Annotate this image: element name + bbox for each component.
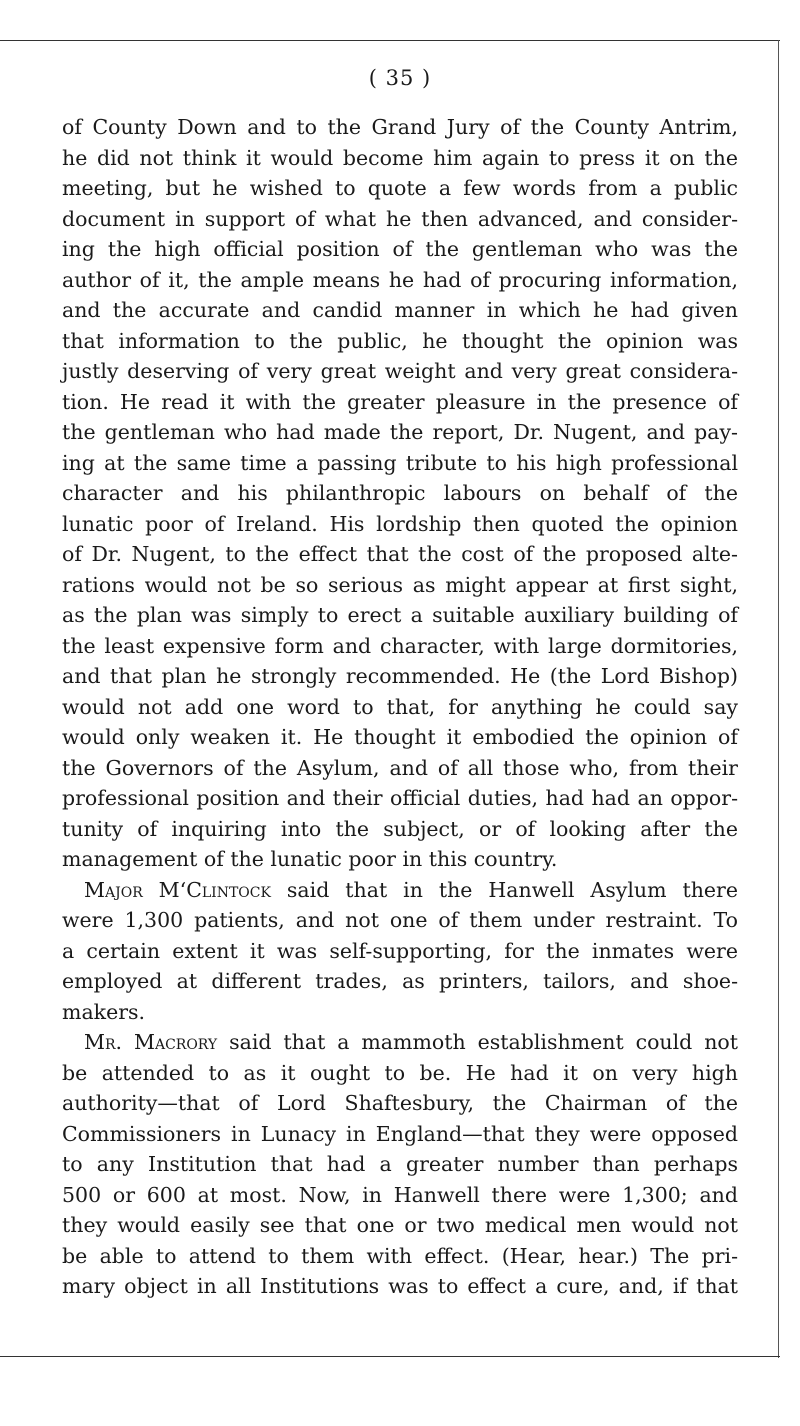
speaker-name: Mr. Macrory — [84, 1030, 218, 1054]
text-line: Commissioners in Lunacy in England—that they were opposed — [62, 1121, 738, 1146]
speaker-name: Major M‘Clintock — [84, 877, 271, 902]
text-line: they would easily see that one or two medical men would not — [62, 1213, 738, 1237]
page-top-rule — [0, 40, 780, 41]
line-rest: said that in the Hanwell Asylum there — [270, 877, 738, 902]
text-line: rations would not be so serious as might appear at first sight, — [62, 572, 738, 597]
text-line: justly deserving of very great weight and very great considera- — [62, 359, 738, 383]
text-line: management of the lunatic poor in this country. — [62, 847, 558, 871]
text-line: ing the high official position of the gentleman who was the — [62, 237, 738, 261]
text-line: to any Institution that had a greater number than perhaps — [62, 1152, 738, 1176]
text-line: would not add one word to that, for anything he could say — [62, 694, 738, 719]
paragraph-first-line — [62, 875, 738, 906]
text-line: would only weaken it. He thought it embodied the opinion of — [62, 725, 738, 749]
text-line: meeting, but he wished to quote a few words from a public — [62, 176, 738, 200]
text-line: and the accurate and candid manner in which he had given — [62, 298, 738, 322]
text-line: professional position and their official duties, had had an oppor- — [62, 786, 738, 810]
text-line: 500 or 600 at most. Now, in Hanwell there were 1,300; and — [62, 1182, 738, 1207]
text-line: were 1,300 patients, and not one of them under restraint. To — [62, 908, 738, 932]
text-line: of Dr. Nugent, to the effect that the cost of the proposed alte- — [62, 542, 738, 566]
text-line: he did not think it would become him again to press it on the — [62, 145, 738, 170]
line-rest: said that a mammoth establishment could not — [217, 1030, 738, 1054]
text-line: tion. He read it with the greater pleasure in the presence of — [62, 389, 738, 414]
paragraph-first-line — [62, 1027, 738, 1058]
text-line: that information to the public, he thought the opinion was — [62, 328, 738, 353]
text-line: makers. — [62, 999, 146, 1024]
text-line: and that plan he strongly recommended. He (the Lord Bishop) — [62, 664, 738, 688]
body-text — [62, 112, 738, 1302]
text-line: of County Down and to the Grand Jury of the County Antrim, — [62, 115, 738, 139]
text-line: a certain extent it was self-supporting, for the inmates were — [62, 938, 738, 963]
text-line: tunity of inquiring into the subject, or of looking after the — [62, 816, 738, 841]
page-right-rule — [778, 40, 779, 1358]
text-line: as the plan was simply to erect a suitable auxiliary building of — [62, 603, 738, 627]
text-line: document in support of what he then advanced, and consider- — [62, 206, 738, 231]
text-line: authority—that of Lord Shaftesbury, the Chairman of the — [62, 1091, 738, 1115]
text-line: ing at the same time a passing tribute to his high professional — [62, 450, 738, 475]
page-number: ( 35 ) — [368, 66, 432, 90]
text-line: be attended to as it ought to be. He had it on very high — [62, 1060, 738, 1085]
text-line: employed at different trades, as printers, tailors, and shoe- — [62, 969, 738, 993]
text-line: lunatic poor of Ireland. His lordship then quoted the opinion — [62, 511, 738, 536]
text-line: the Governors of the Asylum, and of all those who, from their — [62, 755, 738, 780]
text-line: character and his philanthropic labours on behalf of the — [62, 481, 738, 505]
text-line: author of it, the ample means he had of procuring information, — [62, 267, 738, 292]
text-line: the gentleman who had made the report, Dr. Nugent, and pay- — [62, 420, 738, 444]
text-line: mary object in all Institutions was to effect a cure, and, if that — [62, 1274, 738, 1298]
page-bottom-rule — [0, 1356, 780, 1357]
text-line: the least expensive form and character, with large dormitories, — [62, 633, 738, 658]
text-line: be able to attend to them with effect. (Hear, hear.) The pri- — [62, 1243, 738, 1268]
